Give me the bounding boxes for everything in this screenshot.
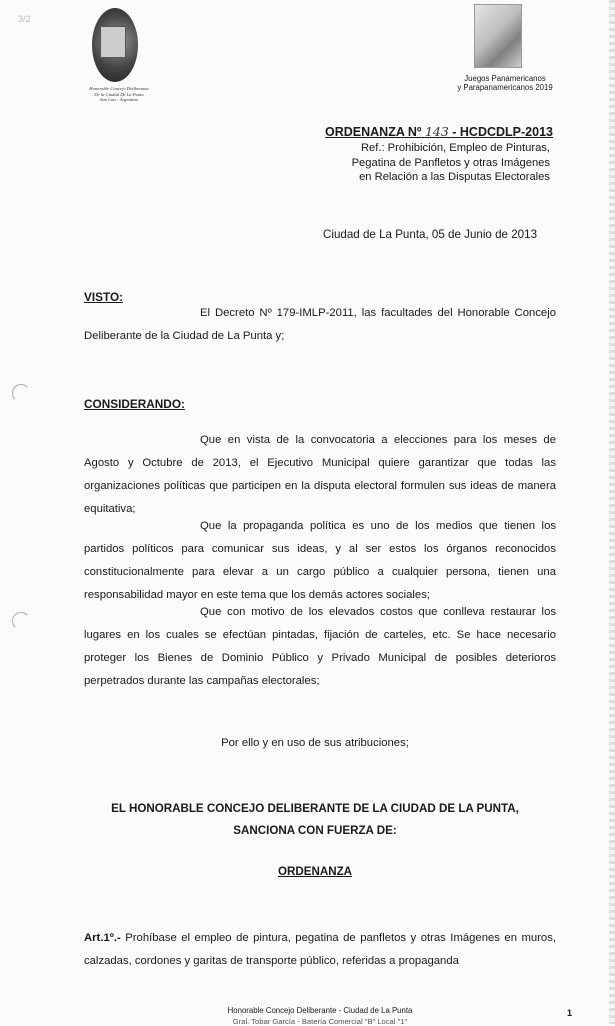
footer-address-line2: Gral. Tobar García - Batería Comercial "B" Local "1" (232, 1017, 408, 1026)
closing-line: Por ello y en uso de sus atribuciones; (221, 737, 409, 749)
considerando-heading: CONSIDERANDO: (84, 397, 185, 411)
page-number: 1 (567, 1008, 573, 1018)
council-seal-icon (92, 8, 138, 82)
corner-stamp: 3/2 (18, 14, 31, 24)
visto-heading: VISTO: (84, 290, 124, 304)
considerando-paragraph-1: Que en vista de la convocatoria a elecciones para los meses de Agosto y Octubre de 2013, el Ejecutivo Municipal quiere garantizar que todas las organizaciones políticas que participen en la disputa electoral formulen sus ideas de manera equitativa; (84, 434, 556, 515)
scan-edge (609, 0, 615, 1024)
hole-punch-mark (12, 384, 30, 402)
ordinance-reference: Ref.: Prohibición, Empleo de Pinturas, Pegatina de Panfletos y otras Imágenes en Relación a las Disputas Electorales (351, 142, 550, 184)
considerando-paragraph-3: Que con motivo de los elevados costos que conlleva restaurar los lugares en los cuales se efectúan pintadas, fijación de carteles, etc. Se hace necesario proteger los Bienes de Dominio Público y Privado Municipal de posibles deterioros perpetrados durante las campañas electorales; (84, 606, 556, 687)
panamerican-games-logo (474, 4, 520, 66)
handwritten-number: 143 (424, 124, 449, 139)
footer-address: Honorable Concejo Deliberante - Ciudad de La Punta (227, 1006, 413, 1015)
games-caption: Juegos Panamericanos y Parapanamericanos 2019 (457, 74, 553, 92)
games-emblem-icon (474, 4, 522, 68)
document-date: Ciudad de La Punta, 05 de Junio de 2013 (323, 228, 538, 241)
council-logo (80, 8, 150, 102)
article-1-label: Art.1º.- (84, 932, 121, 944)
ordenanza-heading: ORDENANZA (277, 865, 353, 878)
ordinance-title: ORDENANZA Nº 143 - HCDCDLP-2013 (325, 124, 553, 139)
council-logo-caption: Honorable Concejo Deliberante De la Ciudad De La Punta San Luis - Argentina (89, 86, 149, 103)
council-sanction: EL HONORABLE CONCEJO DELIBERANTE DE LA CIUDAD DE LA PUNTA, SANCIONA CON FUERZA DE: (111, 802, 519, 837)
considerando-paragraph-2: Que la propaganda política es uno de los medios que tienen los partidos políticos para comunicar sus ideas, y al ser estos los órganos reconocidos constitucionalmente para elevar a un cargo público a cualquier persona, tienen una responsabilidad mayor en este tema que los demás actores sociales; (84, 520, 556, 601)
visto-paragraph: El Decreto Nº 179-IMLP-2011, las facultades del Honorable Concejo Deliberante de la Ciudad de La Punta y; (84, 307, 556, 342)
article-1: Art.1º.- Prohíbase el empleo de pintura, pegatina de panfletos y otras Imágenes en muros, calzadas, cordones y garitas de transporte público, referidas a propaganda (84, 932, 556, 967)
hole-punch-mark (12, 612, 30, 630)
